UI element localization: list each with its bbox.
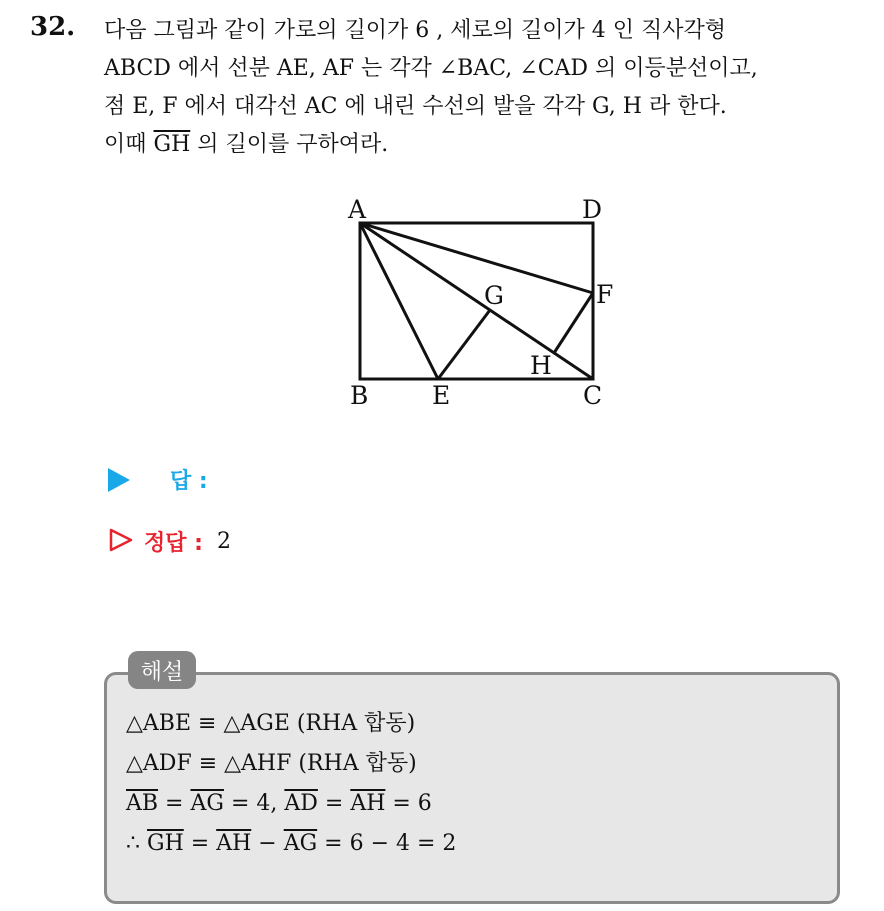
label-f: F — [596, 280, 614, 309]
label-b: B — [350, 381, 369, 410]
question-line: 점 E, F 에서 대각선 AC 에 내린 수선의 발을 각각 G, H 라 한다. — [104, 94, 727, 119]
label-e: E — [432, 381, 451, 410]
correct-answer-row — [108, 526, 231, 557]
filled-triangle-icon — [108, 468, 130, 492]
solution-line: △ADF ≡ △AHF (RHA 합동) — [126, 751, 417, 776]
segment-eg — [438, 310, 490, 379]
segment-af — [360, 223, 593, 293]
text-segment: = — [317, 791, 351, 816]
question-line: 다음 그림과 같이 가로의 길이가 6 , 세로의 길이가 4 인 직사각형 — [104, 18, 726, 43]
question-line — [104, 126, 874, 164]
segment-gh: $\overline{GH}$ — [147, 831, 184, 856]
solution-line: △ABE ≡ △AGE (RHA 합동) — [126, 711, 416, 736]
segment-ac — [360, 223, 593, 379]
rectangle-figure — [330, 188, 630, 422]
text-segment: 의 길이를 구하여라. — [190, 132, 389, 157]
label-h: H — [530, 351, 552, 380]
text-segment: − — [251, 831, 284, 856]
therefore-symbol: ∴ — [126, 831, 147, 856]
correct-answer-value: 2 — [216, 529, 231, 554]
solution-tab: 해설 — [128, 651, 196, 689]
label-g: G — [484, 281, 504, 310]
question-number: 32. — [30, 12, 76, 42]
segment-gh: $\overline{GH}$ — [153, 132, 191, 157]
text-segment: 이때 — [104, 132, 154, 157]
solution-line — [126, 784, 456, 824]
label-a: A — [348, 195, 367, 224]
solution-line — [126, 824, 456, 864]
text-segment: = — [183, 831, 217, 856]
question-text — [104, 12, 874, 164]
segment-ag: $\overline{AG}$ — [190, 791, 224, 816]
segment-ah: $\overline{AH}$ — [216, 831, 252, 856]
text-segment: = — [158, 791, 191, 816]
text-segment: = 4, — [223, 791, 285, 816]
solution-lines — [126, 704, 456, 864]
outline-triangle-icon — [108, 527, 134, 557]
segment-ab: $\overline{AB}$ — [126, 791, 159, 816]
answer-row — [108, 464, 208, 495]
segment-ad: $\overline{AD}$ — [284, 791, 318, 816]
label-d: D — [582, 195, 603, 224]
label-c: C — [583, 381, 603, 410]
segment-ah: $\overline{AH}$ — [350, 791, 386, 816]
text-segment: = 6 − 4 = 2 — [317, 831, 457, 856]
segment-fh — [554, 293, 593, 353]
segment-ae — [360, 223, 438, 379]
segment-ag: $\overline{AG}$ — [283, 831, 318, 856]
correct-answer-label: 정답 : — [144, 531, 203, 556]
question-line: ABCD 에서 선분 AE, AF 는 각각 ∠BAC, ∠CAD 의 이등분선이고, — [104, 56, 758, 81]
answer-label: 답 : — [170, 469, 208, 494]
text-segment: = 6 — [385, 791, 432, 816]
